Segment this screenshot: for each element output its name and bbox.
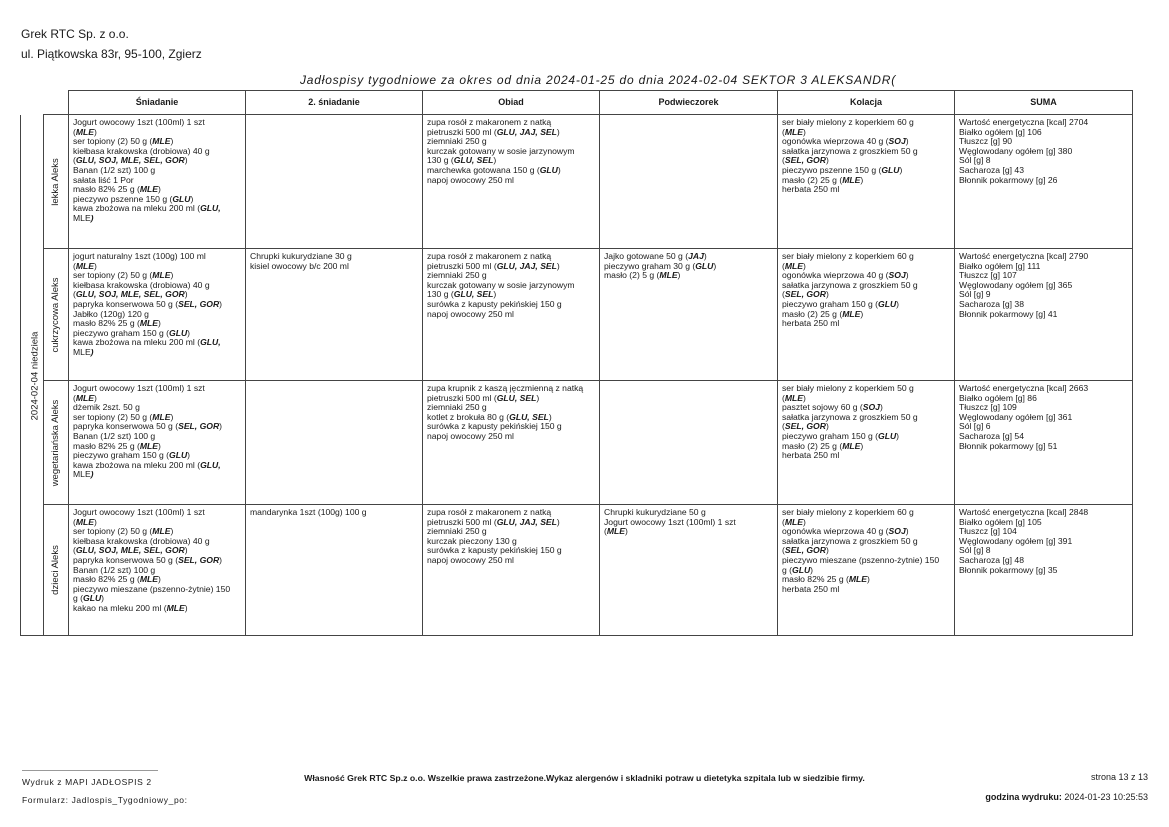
menu-line: kakao na mleku 200 ml (MLE) <box>73 602 188 613</box>
meal-cell-breakfast <box>69 381 246 505</box>
column-header-dinner: Kolacja <box>778 91 955 115</box>
menu-row <box>44 115 1133 249</box>
allergen-codes: SOJ <box>888 270 906 281</box>
menu-line: kiełbasa krakowska (drobiowa) 40 g <box>73 145 210 156</box>
menu-line: (GLU, SOJ, MLE, SEL, GOR) <box>73 289 188 300</box>
menu-line: (SEL, GOR) <box>782 289 829 300</box>
allergen-codes: MLE <box>848 574 868 585</box>
menu-line: ser topiony (2) 50 g (MLE) <box>73 411 174 422</box>
allergen-codes: GLU, JAJ, SEL <box>496 126 557 137</box>
menu-line: (MLE) <box>604 526 628 537</box>
allergen-codes: GLU <box>792 564 811 575</box>
menu-line: pieczywo graham 150 g (GLU) <box>782 430 900 441</box>
diet-label <box>44 505 69 636</box>
allergen-codes: SEL, GOR <box>178 421 220 432</box>
allergen-codes: GLU <box>539 164 558 175</box>
allergen-codes: MLE <box>152 526 171 537</box>
menu-line: Sól [g] 6 <box>959 421 991 432</box>
allergen-codes: SEL, GOR <box>784 289 826 300</box>
menu-line: g (GLU) <box>782 564 814 575</box>
allergen-codes: MLE <box>75 392 95 403</box>
menu-line: Białko ogółem [g] 111 <box>959 260 1041 271</box>
menu-line: Jogurt owocowy 1szt (100ml) 1 szt <box>73 507 205 517</box>
menu-line: ser topiony (2) 50 g (MLE) <box>73 136 174 147</box>
menu-line: Sacharoza [g] 43 <box>959 164 1024 175</box>
allergen-codes: GLU <box>169 450 188 461</box>
allergen-codes: MLE <box>75 260 95 271</box>
allergen-codes: MLE <box>152 270 171 281</box>
allergen-codes: GLU, SEL <box>496 392 537 403</box>
header-blank <box>44 91 69 115</box>
footer-printout: Wydruk z MAPI JADŁOSPIS 2 <box>22 777 152 787</box>
menu-line: pieczywo mieszane (pszenno-żytnie) 150 <box>73 583 231 594</box>
allergen-codes: MLE <box>75 126 95 137</box>
menu-table <box>43 90 1133 636</box>
allergen-codes: MLE <box>152 411 171 422</box>
allergen-codes: GLU <box>878 298 897 309</box>
allergen-codes: MLE <box>139 574 159 585</box>
menu-line: ser biały mielony z koperkiem 50 g <box>782 383 914 393</box>
diet-label-text: dzieci Aleks <box>50 545 62 595</box>
diet-label-text: lekka Aleks <box>50 157 62 206</box>
menu-line: papryka konserwowa 50 g (SEL, GOR) <box>73 298 223 309</box>
allergen-codes: GLU, SOJ, MLE, SEL, GOR <box>75 289 185 300</box>
allergen-codes: MLE <box>659 270 678 281</box>
menu-line: Błonnik pokarmowy [g] 35 <box>959 564 1058 575</box>
meal-cell-second-breakfast <box>246 505 423 636</box>
allergen-codes: MLE <box>606 526 626 537</box>
allergen-codes: ) <box>90 469 94 480</box>
allergen-codes: GLU <box>83 593 102 604</box>
menu-line: (MLE) <box>782 516 806 527</box>
allergen-codes: GLU, <box>200 459 221 470</box>
meal-cell-lunch <box>423 249 600 381</box>
menu-line: (MLE) <box>73 126 97 137</box>
menu-line: Banan (1/2 szt) 100 g <box>73 164 156 175</box>
menu-line: zupa rosół z makaronem z natką <box>427 507 552 517</box>
footer-page-number: strona 13 z 13 <box>1090 772 1148 782</box>
menu-line: kisiel owocowy b/c 200 ml <box>250 260 349 271</box>
menu-line: masło (2) 25 g (MLE) <box>782 174 864 185</box>
allergen-codes: GLU <box>878 430 897 441</box>
menu-line: ziemniaki 250 g <box>427 402 487 413</box>
menu-line: masło 82% 25 g (MLE) <box>73 318 161 329</box>
allergen-codes: MLE <box>75 516 95 527</box>
menu-line: ser biały mielony z koperkiem 60 g <box>782 117 914 127</box>
allergen-codes: MLE <box>842 174 861 185</box>
menu-line: ziemniaki 250 g <box>427 526 487 537</box>
menu-line: Jogurt owocowy 1szt (100ml) 1 szt <box>73 117 205 127</box>
menu-line: Węglowodany ogółem [g] 361 <box>959 411 1073 422</box>
date-label-text: 2024-02-04 niedziela <box>29 331 41 420</box>
menu-line: ser biały mielony z koperkiem 60 g <box>782 251 914 261</box>
menu-line: g (GLU) <box>73 593 105 604</box>
menu-line: Błonnik pokarmowy [g] 51 <box>959 440 1058 451</box>
menu-line: Sól [g] 8 <box>959 155 991 166</box>
menu-line: mandarynka 1szt (100g) 100 g <box>250 507 367 517</box>
menu-line: sałatka jarzynowa z groszkiem 50 g <box>782 279 918 290</box>
menu-line: ogonówka wieprzowa 40 g (SOJ) <box>782 270 909 281</box>
menu-line: Węglowodany ogółem [g] 365 <box>959 279 1073 290</box>
meal-cell-snack <box>600 249 778 381</box>
menu-line: Białko ogółem [g] 105 <box>959 516 1042 527</box>
allergen-codes: ) <box>90 212 94 223</box>
menu-line: masło 82% 25 g (MLE) <box>73 574 161 585</box>
meal-cell-sum <box>955 249 1133 381</box>
menu-line: pieczywo graham 150 g (GLU) <box>73 327 191 338</box>
menu-line: 130 g (GLU, SEL) <box>427 289 497 300</box>
meal-cell-dinner <box>778 115 955 249</box>
menu-line: papryka konserwowa 50 g (SEL, GOR) <box>73 421 223 432</box>
meal-cell-dinner <box>778 249 955 381</box>
menu-line: herbata 250 ml <box>782 184 840 195</box>
menu-line: herbata 250 ml <box>782 583 840 594</box>
allergen-codes: GLU <box>169 327 188 338</box>
allergen-codes: ) <box>90 346 94 357</box>
company-address: ul. Piątkowska 83r, 95-100, Zgierz <box>21 47 202 61</box>
menu-line: kawa zbożowa na mleku 200 ml (GLU, <box>73 459 221 470</box>
meal-cell-sum <box>955 115 1133 249</box>
diet-label <box>44 249 69 381</box>
menu-line: jogurt naturalny 1szt (100g) 100 ml <box>73 251 206 261</box>
menu-line: sałatka jarzynowa z groszkiem 50 g <box>782 145 918 156</box>
allergen-codes: SEL, GOR <box>178 554 220 565</box>
menu-row <box>44 381 1133 505</box>
footer-print-time-label: godzina wydruku: <box>985 792 1062 802</box>
allergen-codes: MLE <box>784 260 804 271</box>
allergen-codes: GLU, JAJ, SEL <box>496 516 557 527</box>
menu-line: ser topiony (2) 50 g (MLE) <box>73 270 174 281</box>
menu-line: Tłuszcz [g] 109 <box>959 402 1017 413</box>
menu-line: (MLE) <box>782 392 806 403</box>
meal-cell-breakfast <box>69 115 246 249</box>
allergen-codes: GLU <box>881 164 900 175</box>
footer-ownership: Własność Grek RTC Sp.z o.o. Wszelkie prawa zastrzeżone.Wykaz alergenów i skladniki potraw u dietetyka szpitala lub w siedzibie firmy. <box>304 773 865 783</box>
allergen-codes: MLE <box>784 392 804 403</box>
menu-line: ziemniaki 250 g <box>427 270 487 281</box>
menu-row <box>44 249 1133 381</box>
menu-line: napoj owocowy 250 ml <box>427 308 514 319</box>
menu-line: kawa zbożowa na mleku 200 ml (GLU, <box>73 337 221 348</box>
menu-line: Tłuszcz [g] 90 <box>959 136 1013 147</box>
menu-line: Błonnik pokarmowy [g] 41 <box>959 308 1058 319</box>
menu-line: pieczywo graham 150 g (GLU) <box>73 450 191 461</box>
diet-label-text: wegetariańska Aleks <box>50 399 62 486</box>
meal-cell-breakfast <box>69 505 246 636</box>
menu-line: kurczak pieczony 130 g <box>427 535 517 546</box>
allergen-codes: SEL, GOR <box>178 298 220 309</box>
menu-line: pieczywo graham 30 g (GLU) <box>604 260 717 271</box>
meal-cell-second-breakfast <box>246 249 423 381</box>
menu-line: napoj owocowy 250 ml <box>427 430 514 441</box>
menu-line: masło 82% 25 g (MLE) <box>782 574 870 585</box>
menu-line: MLE) <box>73 346 94 357</box>
menu-line: kotlet z brokuła 80 g (GLU, SEL) <box>427 411 552 422</box>
menu-line: marchewka gotowana 150 g (GLU) <box>427 164 561 175</box>
menu-line: Sacharoza [g] 38 <box>959 298 1024 309</box>
menu-line: ziemniaki 250 g <box>427 136 487 147</box>
menu-line: Białko ogółem [g] 86 <box>959 392 1037 403</box>
allergen-codes: MLE <box>842 308 861 319</box>
menu-line: masło 82% 25 g (MLE) <box>73 440 161 451</box>
column-header-snack: Podwieczorek <box>600 91 778 115</box>
allergen-codes: GLU, SEL <box>453 155 494 166</box>
footer-print-time <box>985 792 1148 802</box>
company-info <box>21 24 202 64</box>
menu-line: Węglowodany ogółem [g] 380 <box>959 145 1073 156</box>
allergen-codes: GLU, SOJ, MLE, SEL, GOR <box>75 545 185 556</box>
menu-line: kurczak gotowany w sosie jarzynowym <box>427 279 575 290</box>
menu-line: ogonówka wieprzowa 40 g (SOJ) <box>782 526 909 537</box>
menu-line: Tłuszcz [g] 104 <box>959 526 1017 537</box>
menu-line: papryka konserwowa 50 g (SEL, GOR) <box>73 554 223 565</box>
menu-line: Białko ogółem [g] 106 <box>959 126 1042 137</box>
menu-line: (GLU, SOJ, MLE, SEL, GOR) <box>73 155 188 166</box>
allergen-codes: GLU, SEL <box>509 411 549 422</box>
company-name: Grek RTC Sp. z o.o. <box>21 27 129 41</box>
meal-cell-lunch <box>423 505 600 636</box>
allergen-codes: SOJ <box>888 526 906 537</box>
meal-cell-sum <box>955 381 1133 505</box>
column-header-breakfast: Śniadanie <box>69 91 246 115</box>
diet-label <box>44 115 69 249</box>
menu-line: MLE) <box>73 212 94 223</box>
menu-line: Sacharoza [g] 48 <box>959 554 1024 565</box>
menu-line: Chrupki kukurydziane 50 g <box>604 507 706 517</box>
meal-cell-snack <box>600 505 778 636</box>
footer-print-time-value: 2024-01-23 10:25:53 <box>1064 792 1148 802</box>
footer-separator <box>22 770 158 771</box>
menu-row <box>44 505 1133 636</box>
menu-line: Wartość energetyczna [kcal] 2790 <box>959 251 1089 261</box>
menu-line: zupa rosół z makaronem z natką <box>427 251 552 261</box>
menu-line: surówka z kapusty pekińskiej 150 g <box>427 545 562 556</box>
menu-line: sałatka jarzynowa z groszkiem 50 g <box>782 411 918 422</box>
menu-line: (MLE) <box>73 516 97 527</box>
menu-line: sałatka jarzynowa z groszkiem 50 g <box>782 535 918 546</box>
menu-line: zupa krupnik z kaszą jęczmienną z natką <box>427 383 584 393</box>
allergen-codes: MLE <box>152 136 171 147</box>
menu-line: zupa rosół z makaronem z natką <box>427 117 552 127</box>
menu-line: Sól [g] 8 <box>959 545 991 556</box>
meal-cell-lunch <box>423 115 600 249</box>
menu-line: Jajko gotowane 50 g (JAJ) <box>604 251 707 261</box>
menu-line: MLE) <box>73 469 94 480</box>
footer-form: Formularz: Jadlospis_Tygodniowy_po: <box>22 795 188 805</box>
meal-cell-sum <box>955 505 1133 636</box>
allergen-codes: MLE <box>139 318 159 329</box>
menu-line: pieczywo pszenne 150 g (GLU) <box>73 193 194 204</box>
menu-line: (SEL, GOR) <box>782 421 829 432</box>
menu-line: masło (2) 25 g (MLE) <box>782 440 864 451</box>
menu-line: kawa zbożowa na mleku 200 ml (GLU, <box>73 203 221 214</box>
menu-line: (MLE) <box>782 126 806 137</box>
menu-line: (MLE) <box>73 392 97 403</box>
menu-line: Banan (1/2 szt) 100 g <box>73 430 156 441</box>
allergen-codes: MLE <box>139 184 159 195</box>
menu-line: Banan (1/2 szt) 100 g <box>73 564 156 575</box>
menu-line: (SEL, GOR) <box>782 545 829 556</box>
menu-line: pietruszki 500 ml (GLU, JAJ, SEL) <box>427 126 560 137</box>
allergen-codes: GLU, SOJ, MLE, SEL, GOR <box>75 155 185 166</box>
header-row <box>44 91 1133 115</box>
document-title: Jadłospisy tygodniowe za okres od dnia 2024-01-25 do dnia 2024-02-04 SEKTOR 3 ALEKSANDR( <box>300 73 897 87</box>
menu-line: Błonnik pokarmowy [g] 26 <box>959 174 1058 185</box>
allergen-codes: GLU, <box>200 337 221 348</box>
menu-line: (SEL, GOR) <box>782 155 829 166</box>
menu-line: herbata 250 ml <box>782 318 840 329</box>
menu-line: napoj owocowy 250 ml <box>427 174 514 185</box>
menu-line: Chrupki kukurydziane 30 g <box>250 251 352 261</box>
menu-line: pietruszki 500 ml (GLU, JAJ, SEL) <box>427 516 560 527</box>
allergen-codes: SEL, GOR <box>784 155 826 166</box>
column-header-lunch: Obiad <box>423 91 600 115</box>
menu-line: (MLE) <box>782 260 806 271</box>
diet-label <box>44 381 69 505</box>
meal-cell-snack <box>600 115 778 249</box>
meal-cell-lunch <box>423 381 600 505</box>
menu-line: dżemik 2szt. 50 g <box>73 402 140 413</box>
allergen-codes: JAJ <box>688 251 704 261</box>
menu-line: pieczywo graham 150 g (GLU) <box>782 298 900 309</box>
menu-line: Jabłko (120g) 120 g <box>73 308 149 319</box>
menu-line: pietruszki 500 ml (GLU, JAJ, SEL) <box>427 260 560 271</box>
meal-cell-second-breakfast <box>246 115 423 249</box>
menu-line: Jogurt owocowy 1szt (100ml) 1 szt <box>604 516 736 527</box>
allergen-codes: MLE <box>784 126 804 137</box>
menu-line: Wartość energetyczna [kcal] 2663 <box>959 383 1089 393</box>
menu-line: napoj owocowy 250 ml <box>427 554 514 565</box>
menu-line: Wartość energetyczna [kcal] 2704 <box>959 117 1089 127</box>
menu-line: 130 g (GLU, SEL) <box>427 155 497 166</box>
menu-line: kiełbasa krakowska (drobiowa) 40 g <box>73 279 210 290</box>
menu-line: masło (2) 25 g (MLE) <box>782 308 864 319</box>
meal-cell-breakfast <box>69 249 246 381</box>
menu-line: pieczywo mieszane (pszenno-żytnie) 150 <box>782 554 940 565</box>
menu-line: pasztet sojowy 60 g (SOJ) <box>782 402 883 413</box>
allergen-codes: GLU, JAJ, SEL <box>496 260 557 271</box>
menu-line: kurczak gotowany w sosie jarzynowym <box>427 145 575 156</box>
allergen-codes: MLE <box>166 602 185 613</box>
menu-line: masło 82% 25 g (MLE) <box>73 184 161 195</box>
allergen-codes: MLE <box>139 440 159 451</box>
diet-label-text: cukrzycowa Aleks <box>50 277 62 352</box>
meal-cell-dinner <box>778 381 955 505</box>
menu-line: (GLU, SOJ, MLE, SEL, GOR) <box>73 545 188 556</box>
menu-line: Tłuszcz [g] 107 <box>959 270 1017 281</box>
meal-cell-second-breakfast <box>246 381 423 505</box>
allergen-codes: MLE <box>784 516 804 527</box>
menu-line: Wartość energetyczna [kcal] 2848 <box>959 507 1089 517</box>
column-header-sum: SUMA <box>955 91 1133 115</box>
allergen-codes: GLU <box>695 260 714 271</box>
allergen-codes: SEL, GOR <box>784 545 826 556</box>
column-header-second-breakfast: 2. śniadanie <box>246 91 423 115</box>
allergen-codes: GLU <box>172 193 191 204</box>
menu-line: pieczywo pszenne 150 g (GLU) <box>782 164 903 175</box>
menu-line: Sacharoza [g] 54 <box>959 430 1024 441</box>
allergen-codes: GLU, <box>200 203 221 214</box>
allergen-codes: SEL, GOR <box>784 421 826 432</box>
menu-line: ser biały mielony z koperkiem 60 g <box>782 507 914 517</box>
menu-line: Sól [g] 9 <box>959 289 991 300</box>
menu-line: sałata liść 1 Por <box>73 174 134 185</box>
menu-line: surówka z kapusty pekińskiej 150 g <box>427 421 562 432</box>
menu-line: ogonówka wieprzowa 40 g (SOJ) <box>782 136 909 147</box>
menu-line: pietruszki 500 ml (GLU, SEL) <box>427 392 540 403</box>
allergen-codes: GLU, SEL <box>453 289 494 300</box>
menu-line: (MLE) <box>73 260 97 271</box>
menu-line: Węglowodany ogółem [g] 391 <box>959 535 1073 546</box>
menu-line: herbata 250 ml <box>782 450 840 461</box>
menu-line: Jogurt owocowy 1szt (100ml) 1 szt <box>73 383 205 393</box>
menu-line: masło (2) 5 g (MLE) <box>604 270 681 281</box>
allergen-codes: SOJ <box>862 402 880 413</box>
meal-cell-dinner <box>778 505 955 636</box>
allergen-codes: MLE <box>842 440 861 451</box>
meal-cell-snack <box>600 381 778 505</box>
menu-line: ser topiony (2) 50 g (MLE) <box>73 526 174 537</box>
menu-line: surówka z kapusty pekińskiej 150 g <box>427 298 562 309</box>
allergen-codes: SOJ <box>888 136 906 147</box>
menu-line: kiełbasa krakowska (drobiowa) 40 g <box>73 535 210 546</box>
